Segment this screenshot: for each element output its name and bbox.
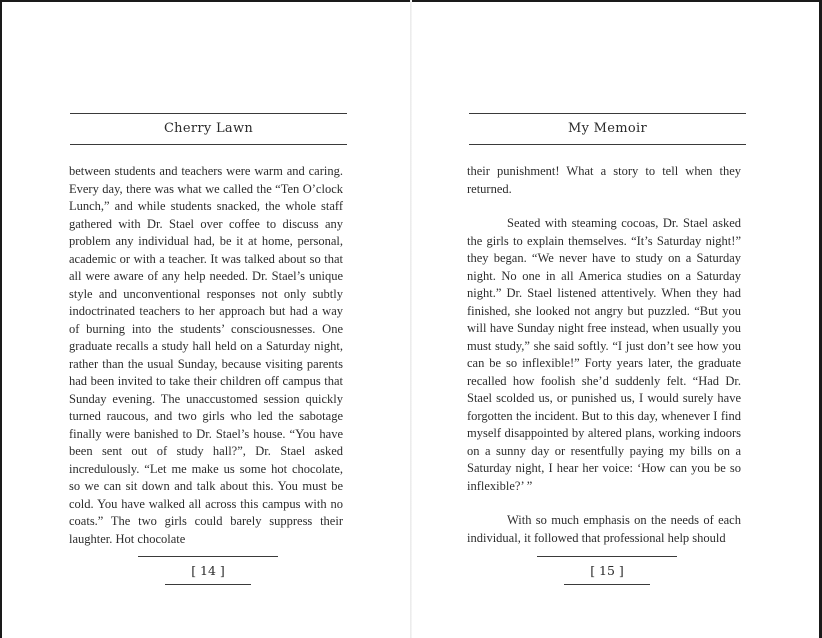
paragraph: between students and teachers were warm and caring. Every day, there was what we called the “Ten O’clock Lunch,” and while students snacked, the whole staff gathered with Dr. Stael over coffee to discuss any problem any individual had, be it at home, personal, academic or with a teacher. It was talked about so that all were aware of any help needed. Dr. Stael’s unique style and unconventional responses not only subtly indoctrinated teachers to her approach but had a way of burning into the students’ consciousnesses. One graduate recalls a study hall held on a Saturday night, rather than the usual Sunday, because visiting parents had been invited to take their children off campus that Sunday evening. The unaccustomed session quickly turned raucous, and two girls who led the sabotage finally were banished to Dr. Stael’s house. “You have been sent out of study hall?”, Dr. Stael asked incredulously. “Let me make us some hot chocolate, so we can sit down and talk about this. You must be cold. You have walked all across this campus with no coats.” The two girls could barely suppress their laughter. Hot chocolate <box>69 164 343 546</box>
header-rule-top <box>70 113 347 114</box>
running-head: My Memoir <box>567 121 648 136</box>
header-rule-bottom <box>70 144 347 145</box>
folio-rule-bottom <box>564 584 650 585</box>
header-rule-top <box>469 113 746 114</box>
body-text <box>69 163 343 548</box>
folio-rule-bottom <box>165 584 251 585</box>
right-page <box>411 0 822 638</box>
page-number: [ 14 ] <box>191 563 225 578</box>
body-text <box>467 163 741 547</box>
running-head: Cherry Lawn <box>163 121 254 136</box>
header-rule-bottom <box>469 144 746 145</box>
paragraph: Seated with steaming cocoas, Dr. Stael asked the girls to explain themselves. “It’s Saturday night!” they began. “We never have to study on a Saturday night. No one in all America studies on a Saturday night.” Dr. Stael listened attentively. When they had finished, she looked not angry but puzzled. “But you will have Sunday night free instead, when usually you must study,” she said softly. “I just don’t see how you can be so inflexible!” Forty years later, the graduate recalled how foolish she’d suddenly felt. “Had Dr. Stael scolded us, or punished us, I would surely have forgotten the incident. But to this day, whenever I find myself disappointed by altered plans, working indoors on a sunny day or resentfully paying my bills on a Saturday night, I hear her voice: ‘How can you be so inflexible?’ ” <box>467 216 741 493</box>
folio-rule-top <box>537 556 677 557</box>
paragraph: their punishment! What a story to tell when they returned. <box>467 164 741 196</box>
paragraph: With so much emphasis on the needs of each individual, it followed that professional help should <box>467 513 741 545</box>
folio-rule-top <box>138 556 278 557</box>
page-number: [ 15 ] <box>590 563 624 578</box>
